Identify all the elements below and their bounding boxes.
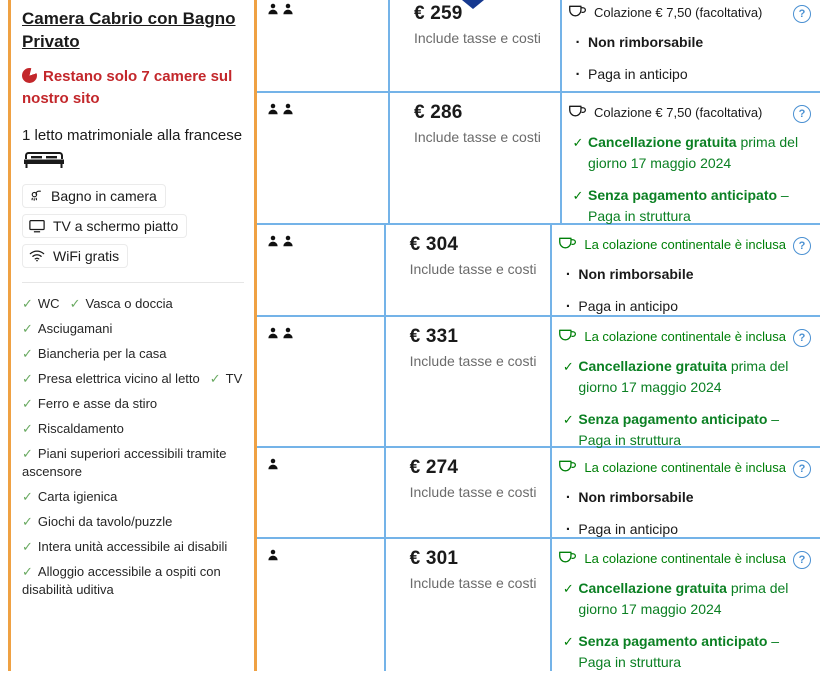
conditions-cell <box>552 539 820 671</box>
condition-text: Cancellazione gratuita prima del giorno 17 maggio 2024 <box>578 580 789 617</box>
occupancy-cell <box>257 539 386 671</box>
check-icon: ✓ <box>22 538 33 554</box>
facility-label: Carta igienica <box>37 488 118 504</box>
price-amount: € 331 <box>409 326 459 347</box>
price-note: Include tasse e costi <box>409 261 537 277</box>
meal-label: La colazione continentale è inclusa <box>584 329 786 344</box>
offer-row <box>257 539 820 671</box>
check-icon: ✓ <box>22 513 33 529</box>
occupancy-cell <box>257 93 390 223</box>
check-icon: ✓ <box>562 634 574 649</box>
occupancy-cell <box>257 448 386 537</box>
person-icon <box>282 235 294 247</box>
bullet-icon: · <box>565 521 571 538</box>
meal-line <box>568 3 812 21</box>
condition-text: Senza pagamento anticipato – Paga in struttura <box>588 187 789 224</box>
coffee-cup-icon <box>558 459 577 474</box>
facility-item <box>22 488 244 506</box>
tv-icon <box>29 219 45 233</box>
meal-label: Colazione € 7,50 (facoltativa) <box>594 105 763 120</box>
meal-line <box>558 458 812 476</box>
amenity-label: WiFi gratis <box>53 247 120 264</box>
scarcity-text: Restano solo 7 camere sul nostro sito <box>22 67 233 107</box>
facility-label: Presa elettrica vicino al letto <box>37 370 200 386</box>
facility-item <box>22 395 244 413</box>
amenity-label: TV a schermo piatto <box>53 217 179 234</box>
bullet-icon: · <box>565 298 571 315</box>
facility-label: Intera unità accessibile ai disabili <box>37 538 228 554</box>
facility-item <box>22 295 244 313</box>
shower-icon <box>29 189 43 203</box>
condition-text: Non rimborsabile <box>578 489 694 505</box>
condition-text: Senza pagamento anticipato – Paga in struttura <box>578 633 780 670</box>
person-icon <box>267 327 279 339</box>
bed-type-label: 1 letto matrimoniale alla francese <box>22 126 243 144</box>
condition-item <box>558 356 812 398</box>
condition-text: Non rimborsabile <box>578 266 694 282</box>
offer-row <box>257 448 820 539</box>
tooltip-arrow <box>462 0 484 9</box>
meal-line <box>558 235 812 253</box>
facility-label: TV <box>225 370 243 386</box>
person-icon <box>267 458 279 470</box>
facilities-list <box>22 295 244 599</box>
price-cell <box>386 317 553 446</box>
price-amount: € 304 <box>409 234 459 255</box>
bullet-icon: · <box>565 266 571 283</box>
price-amount: € 274 <box>409 457 459 478</box>
help-icon[interactable]: ? <box>793 329 811 347</box>
divider <box>22 282 244 283</box>
condition-item <box>558 296 812 317</box>
person-icon <box>267 235 279 247</box>
price-amount: € 301 <box>409 548 459 569</box>
facility-label: Piani superiori accessibili tramite ascensore <box>22 445 227 479</box>
help-icon[interactable]: ? <box>793 551 811 569</box>
price-amount: € 259 <box>414 3 463 24</box>
facility-label: Asciugamani <box>37 320 113 336</box>
conditions-cell <box>552 225 820 315</box>
check-icon: ✓ <box>22 370 33 386</box>
price-cell <box>386 448 553 537</box>
condition-item <box>568 132 812 174</box>
price-note: Include tasse e costi <box>409 575 537 591</box>
price-note: Include tasse e costi <box>414 129 541 145</box>
occupancy-cell <box>257 0 390 91</box>
facility-label: Giochi da tavolo/puzzle <box>37 513 173 529</box>
facility-label: Alloggio accessibile a ospiti con disabilità uditiva <box>22 563 221 597</box>
check-icon: ✓ <box>572 188 584 203</box>
double-bed-icon <box>22 150 244 170</box>
facility-item <box>22 563 244 599</box>
coffee-cup-icon <box>568 104 587 119</box>
amenity-chip <box>22 214 187 238</box>
facility-label: Vasca o doccia <box>85 295 173 311</box>
condition-text: Cancellazione gratuita prima del giorno 17 maggio 2024 <box>588 134 799 171</box>
check-icon: ✓ <box>22 488 33 504</box>
conditions-cell <box>552 448 820 537</box>
facility-label: Riscaldamento <box>37 420 124 436</box>
offers-table <box>257 0 820 671</box>
amenity-chip <box>22 184 166 208</box>
room-title-link[interactable]: Camera Cabrio con Bagno Privato <box>22 9 236 51</box>
person-icon <box>282 3 294 15</box>
offer-row <box>257 317 820 448</box>
check-icon: ✓ <box>22 295 33 311</box>
check-icon: ✓ <box>22 445 33 461</box>
occupancy-cell <box>257 317 386 446</box>
facility-item <box>22 370 244 388</box>
facility-label: Biancheria per la casa <box>37 345 167 361</box>
occupancy-cell <box>257 225 386 315</box>
conditions-cell <box>562 0 820 91</box>
condition-item <box>568 32 812 53</box>
check-icon: ✓ <box>22 420 33 436</box>
check-icon: ✓ <box>572 135 584 150</box>
coffee-cup-icon <box>558 328 577 343</box>
amenity-chip <box>22 244 128 268</box>
meal-line <box>568 103 812 121</box>
check-icon: ✓ <box>22 563 33 579</box>
help-icon[interactable]: ? <box>793 460 811 478</box>
conditions-cell <box>562 93 820 223</box>
person-icon <box>267 103 279 115</box>
facility-label: Ferro e asse da stiro <box>37 395 158 411</box>
check-icon: ✓ <box>562 581 574 596</box>
help-icon[interactable]: ? <box>793 5 811 23</box>
person-icon <box>267 549 279 561</box>
help-icon[interactable]: ? <box>793 237 811 255</box>
person-icon <box>282 327 294 339</box>
condition-text: Paga in anticipo <box>588 66 688 82</box>
price-cell <box>390 0 562 91</box>
condition-item <box>558 487 812 508</box>
price-note: Include tasse e costi <box>409 484 537 500</box>
facility-item <box>22 513 244 531</box>
scarcity-icon <box>22 68 37 83</box>
check-icon: ✓ <box>562 412 574 427</box>
wifi-icon <box>29 249 45 262</box>
condition-item <box>558 409 812 451</box>
check-icon: ✓ <box>22 395 33 411</box>
scarcity-message <box>22 66 244 110</box>
price-note: Include tasse e costi <box>414 30 541 46</box>
room-panel <box>8 0 257 671</box>
meal-label: Colazione € 7,50 (facoltativa) <box>594 5 763 20</box>
condition-item <box>568 64 812 85</box>
offer-row <box>257 93 820 225</box>
coffee-cup-icon <box>558 236 577 251</box>
meal-label: La colazione continentale è inclusa <box>584 551 786 566</box>
condition-item <box>558 264 812 285</box>
person-icon <box>267 3 279 15</box>
facility-item <box>22 420 244 438</box>
amenity-label: Bagno in camera <box>51 187 157 204</box>
condition-item <box>558 631 812 673</box>
facility-item <box>22 345 244 363</box>
check-icon: ✓ <box>209 370 221 386</box>
check-icon: ✓ <box>69 295 81 311</box>
meal-label: La colazione continentale è inclusa <box>584 460 786 475</box>
condition-text: Paga in anticipo <box>578 521 678 537</box>
facility-label: WC <box>37 295 60 311</box>
check-icon: ✓ <box>22 320 33 336</box>
coffee-cup-icon <box>568 4 587 19</box>
price-cell <box>386 225 553 315</box>
meal-label: La colazione continentale è inclusa <box>584 237 786 252</box>
coffee-cup-icon <box>558 550 577 565</box>
bullet-icon: · <box>575 34 581 51</box>
price-cell <box>386 539 553 671</box>
condition-text: Senza pagamento anticipato – Paga in struttura <box>578 411 780 448</box>
person-icon <box>282 103 294 115</box>
bullet-icon: · <box>575 66 581 83</box>
meal-line <box>558 549 812 567</box>
check-icon: ✓ <box>562 359 574 374</box>
facility-item <box>22 320 244 338</box>
condition-text: Cancellazione gratuita prima del giorno 17 maggio 2024 <box>578 358 789 395</box>
condition-item <box>558 578 812 620</box>
condition-text: Paga in anticipo <box>578 298 678 314</box>
offer-row <box>257 225 820 317</box>
condition-item <box>558 519 812 540</box>
price-cell <box>390 93 562 223</box>
conditions-cell <box>552 317 820 446</box>
condition-item <box>568 185 812 227</box>
facility-item <box>22 445 244 481</box>
price-amount: € 286 <box>414 102 463 123</box>
condition-text: Non rimborsabile <box>588 34 704 50</box>
meal-line <box>558 327 812 345</box>
price-note: Include tasse e costi <box>409 353 537 369</box>
help-icon[interactable]: ? <box>793 105 811 123</box>
bullet-icon: · <box>565 489 571 506</box>
offer-row <box>257 0 820 93</box>
facility-item <box>22 538 244 556</box>
check-icon: ✓ <box>22 345 33 361</box>
